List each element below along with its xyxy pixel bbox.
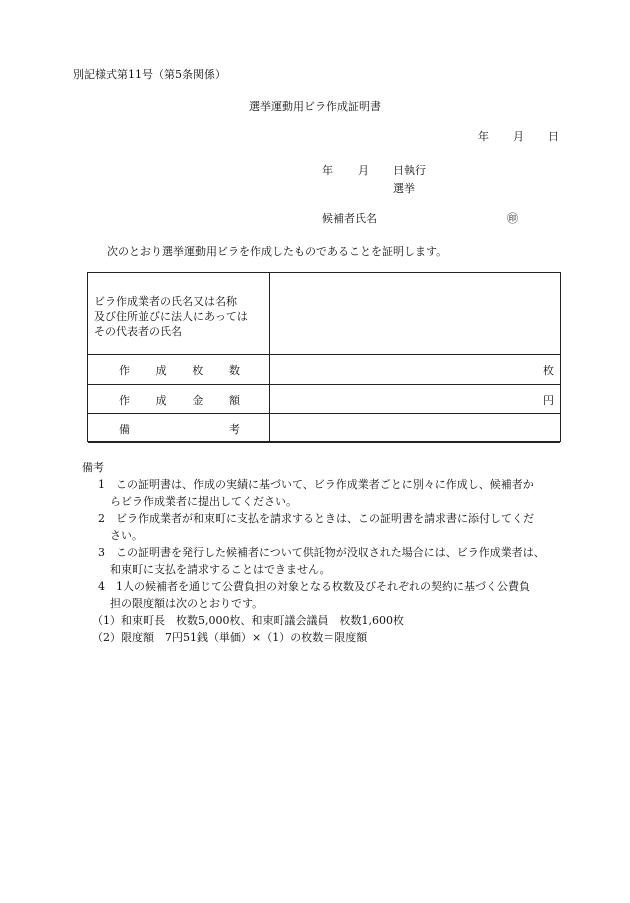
document-title: 選挙運動用ビラ作成証明書 — [249, 100, 381, 113]
contractor-label-line-1: ビラ作成業者の氏名又は名称 — [94, 295, 237, 308]
note-line: 和束町に支払を請求することはできません。 — [110, 563, 331, 576]
note-line: 担の限度額は次のとおりです。 — [110, 597, 264, 610]
seal-mark: ㊞ — [507, 212, 518, 225]
form-number: 別記様式第11号（第5条関係） — [73, 68, 226, 81]
quantity-label — [88, 355, 269, 384]
quantity-row — [88, 355, 560, 385]
note-line: （2）限度額 7円51銭（単価）×（1）の枚数＝限度額 — [92, 631, 368, 644]
notes-heading: 備考 — [82, 461, 104, 474]
remarks-label — [88, 414, 269, 442]
note-line: 1 この証明書は、作成の実績に基づいて、ビラ作成業者ごとに別々に作成し、候補者か — [98, 478, 534, 491]
remarks-row — [88, 414, 560, 443]
quantity-label-char: 成 — [155, 364, 167, 377]
quantity-value-cell[interactable] — [270, 355, 560, 384]
certification-statement: 次のとおり選挙運動用ビラを作成したものであることを証明します。 — [107, 245, 448, 258]
note-line: 2 ビラ作成業者が和束町に支払を請求するときは、この証明書を請求書に添付してくだ — [98, 512, 534, 525]
amount-label — [88, 385, 269, 413]
amount-label-char: 額 — [228, 394, 240, 407]
amount-row — [88, 385, 560, 414]
election-day-exec-label: 日執行 — [393, 164, 426, 177]
quantity-unit: 枚 — [543, 364, 554, 377]
date-day-label: 日 — [548, 130, 559, 143]
amount-label-char: 作 — [119, 394, 130, 407]
column-divider — [269, 273, 270, 441]
note-line: さい。 — [110, 529, 143, 542]
note-line: 4 1人の候補者を通じて公費負担の対象となる枚数及びそれぞれの契約に基づく公費負 — [98, 580, 530, 593]
note-line: らビラ作成業者に提出してください。 — [110, 495, 297, 508]
amount-label-chars — [119, 392, 240, 408]
date-year-label: 年 — [478, 130, 489, 143]
remarks-value-cell[interactable] — [270, 414, 560, 442]
remarks-label-char: 備 — [119, 423, 130, 436]
amount-value-cell[interactable] — [270, 385, 560, 413]
election-name-label: 選挙 — [393, 182, 415, 195]
remarks-label-chars — [119, 421, 240, 437]
quantity-label-char: 作 — [119, 364, 130, 377]
note-line: 3 この証明書を発行した候補者について供託物が没収された場合には、ビラ作成業者は、 — [98, 546, 545, 559]
election-year-label: 年 — [322, 164, 333, 177]
contractor-label — [88, 273, 269, 354]
quantity-label-char: 枚 — [192, 364, 204, 377]
contractor-label-line-2: 及び住所並びに法人にあっては — [94, 310, 248, 323]
contractor-value-cell[interactable] — [270, 273, 560, 354]
candidate-name-label: 候補者氏名 — [322, 212, 377, 225]
election-month-label: 月 — [358, 164, 369, 177]
contractor-label-line-3: その代表者の氏名 — [94, 325, 182, 338]
quantity-label-char: 数 — [228, 364, 240, 377]
date-month-label: 月 — [513, 130, 524, 143]
amount-label-char: 成 — [155, 394, 167, 407]
quantity-label-chars — [119, 362, 240, 378]
amount-unit: 円 — [543, 394, 554, 407]
amount-label-char: 金 — [192, 394, 204, 407]
contractor-row — [88, 273, 560, 355]
certificate-table — [87, 272, 561, 442]
remarks-label-char: 考 — [229, 423, 240, 436]
note-line: （1）和束町長 枚数5,000枚、和束町議会議員 枚数1,600枚 — [92, 614, 404, 627]
